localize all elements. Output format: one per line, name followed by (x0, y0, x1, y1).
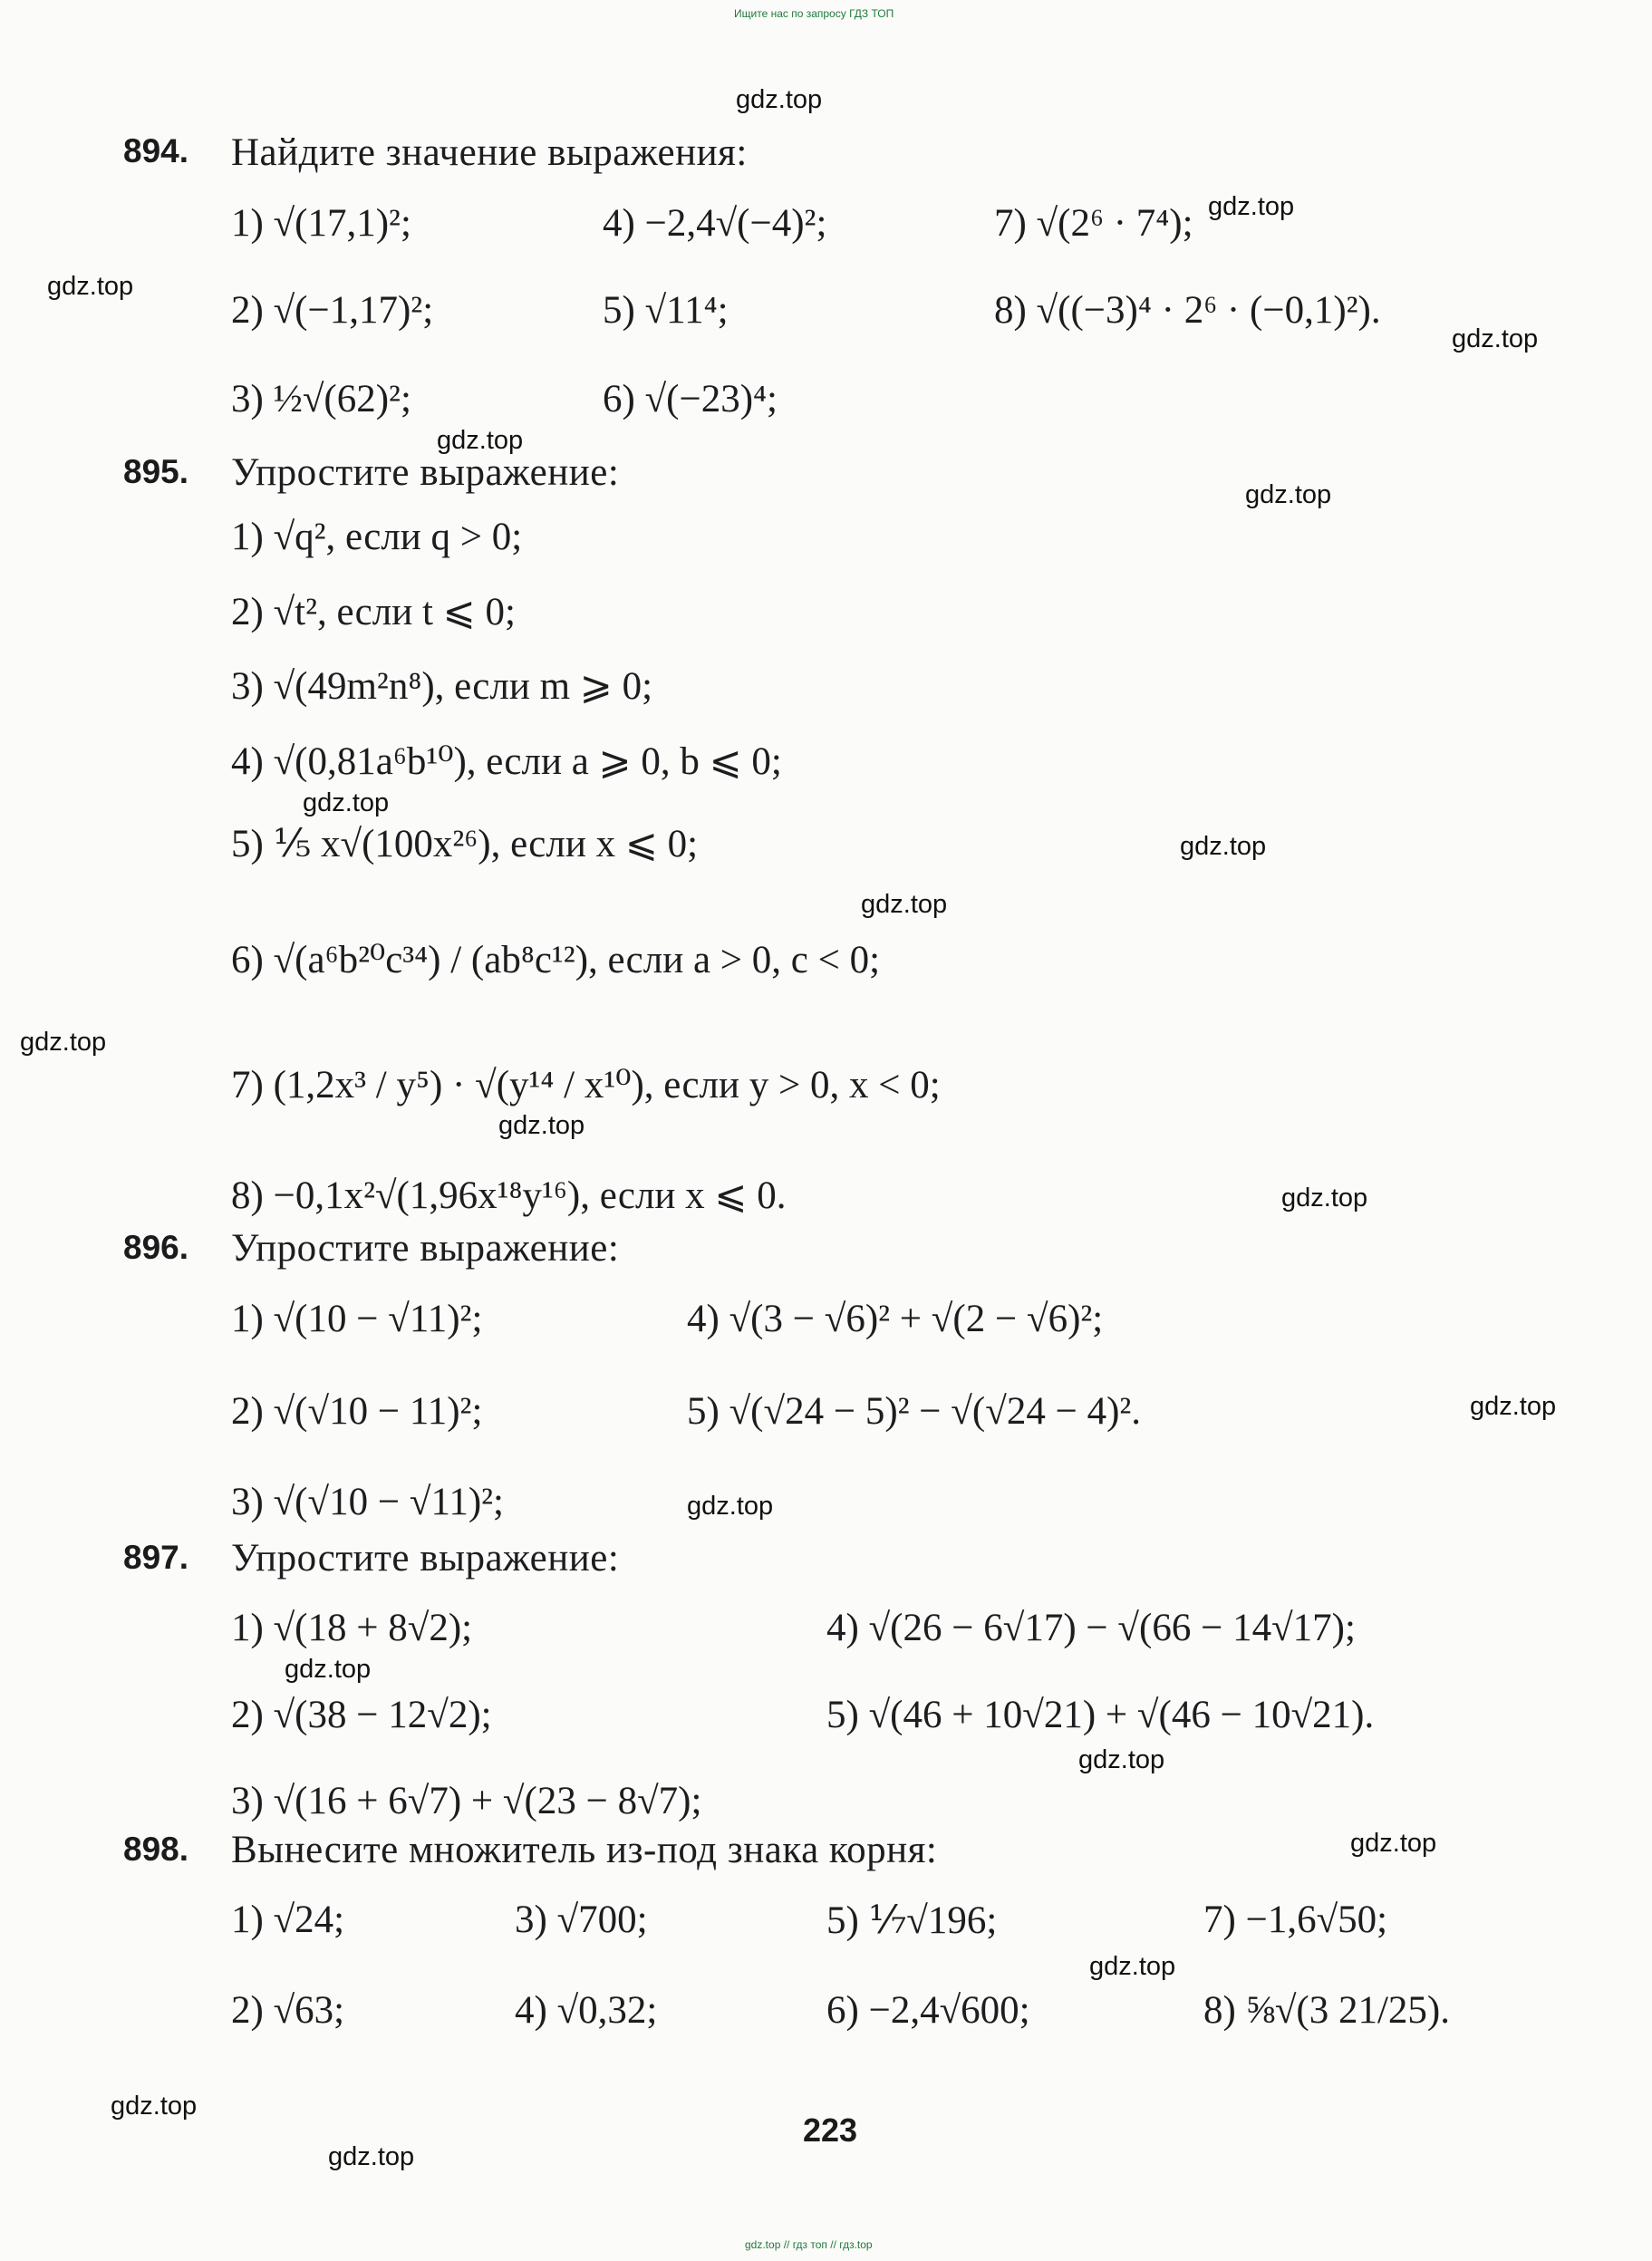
expression-item: 8) √((−3)⁴ · 2⁶ · (−0,1)²). (994, 289, 1381, 332)
expression-item: 7) (1,2x³ / y⁵) · √(y¹⁴ / x¹⁰), если y > 0, x < 0; (231, 1064, 941, 1106)
expression-item: 4) √0,32; (515, 1989, 658, 2032)
expression-item: 4) √(3 − √6)² + √(2 − √6)²; (687, 1298, 1104, 1340)
watermark: gdz.top (1180, 832, 1267, 861)
watermark: gdz.top (1245, 480, 1332, 509)
problem-number-897: 897. (123, 1539, 189, 1576)
expression-item: 8) ⅝√(3 21/25). (1203, 1989, 1451, 2032)
expression-item: 5) ⅐√196; (826, 1899, 998, 1942)
watermark: gdz.top (47, 272, 134, 301)
watermark: gdz.top (1281, 1184, 1368, 1213)
problem-title-898: Вынесите множитель из-под знака корня: (231, 1829, 938, 1871)
watermark: gdz.top (111, 2092, 198, 2121)
watermark: gdz.top (303, 788, 390, 817)
watermark: gdz.top (1452, 324, 1539, 353)
expression-item: 2) √t², если t ⩽ 0; (231, 591, 516, 633)
watermark: gdz.top (687, 1492, 774, 1521)
problem-title-894: Найдите значение выражения: (231, 131, 748, 174)
expression-item: 4) √(26 − 6√17) − √(66 − 14√17); (826, 1607, 1356, 1649)
problem-title-897: Упростите выражение: (231, 1537, 620, 1580)
expression-item: 1) √(17,1)²; (231, 202, 411, 245)
watermark: gdz.top (861, 890, 948, 919)
expression-item: 5) √11⁴; (603, 289, 729, 332)
page-number: 223 (803, 2111, 858, 2149)
expression-item: 6) −2,4√600; (826, 1989, 1030, 2032)
expression-item: 5) ⅕ x√(100x²⁶), если x ⩽ 0; (231, 823, 699, 865)
expression-item: 5) √(√24 − 5)² − √(√24 − 4)². (687, 1390, 1142, 1433)
expression-item: 1) √(10 − √11)²; (231, 1298, 483, 1340)
watermark: gdz.top (285, 1655, 372, 1684)
expression-item: 1) √q², если q > 0; (231, 516, 523, 558)
expression-item: 4) √(0,81a⁶b¹⁰), если a ⩾ 0, b ⩽ 0; (231, 740, 782, 783)
expression-item: 6) √(−23)⁴; (603, 378, 778, 420)
watermark: gdz.top (1089, 1952, 1176, 1981)
watermark: gdz.top (736, 85, 823, 114)
problem-number-895: 895. (123, 453, 189, 490)
watermark: gdz.top (1350, 1829, 1437, 1858)
expression-item: 3) ½√(62)²; (231, 378, 411, 420)
expression-item: 5) √(46 + 10√21) + √(46 − 10√21). (826, 1694, 1375, 1736)
expression-item: 7) −1,6√50; (1203, 1899, 1388, 1941)
top-banner: Ищите нас по запросу ГДЗ ТОП (734, 7, 894, 20)
expression-item: 3) √(√10 − √11)²; (231, 1481, 504, 1523)
expression-item: 7) √(2⁶ · 7⁴); (994, 202, 1193, 245)
expression-item: 2) √(−1,17)²; (231, 289, 434, 332)
footer-text: gdz.top // гдз топ // гдз.top (745, 2238, 873, 2251)
expression-item: 3) √(16 + 6√7) + √(23 − 8√7); (231, 1780, 702, 1822)
watermark: gdz.top (1470, 1392, 1557, 1421)
watermark: gdz.top (498, 1111, 585, 1140)
problem-number-894: 894. (123, 132, 189, 169)
problem-title-896: Упростите выражение: (231, 1227, 620, 1270)
expression-item: 3) √700; (515, 1899, 648, 1941)
watermark: gdz.top (328, 2142, 415, 2171)
expression-item: 1) √(18 + 8√2); (231, 1607, 473, 1649)
expression-item: 3) √(49m²n⁸), если m ⩾ 0; (231, 665, 653, 708)
watermark: gdz.top (1208, 192, 1295, 221)
expression-item: 6) √(a⁶b²⁰c³⁴) / (ab⁸c¹²), если a > 0, c < 0; (231, 939, 881, 981)
watermark: gdz.top (20, 1028, 107, 1057)
problem-number-898: 898. (123, 1831, 189, 1868)
watermark: gdz.top (1078, 1745, 1165, 1774)
problem-title-895: Упростите выражение: (231, 451, 620, 494)
expression-item: 1) √24; (231, 1899, 345, 1941)
problem-number-896: 896. (123, 1229, 189, 1266)
watermark: gdz.top (437, 426, 524, 455)
expression-item: 8) −0,1x²√(1,96x¹⁸y¹⁶), если x ⩽ 0. (231, 1174, 787, 1217)
expression-item: 4) −2,4√(−4)²; (603, 202, 827, 245)
expression-item: 2) √63; (231, 1989, 345, 2032)
expression-item: 2) √(√10 − 11)²; (231, 1390, 483, 1433)
expression-item: 2) √(38 − 12√2); (231, 1694, 492, 1736)
